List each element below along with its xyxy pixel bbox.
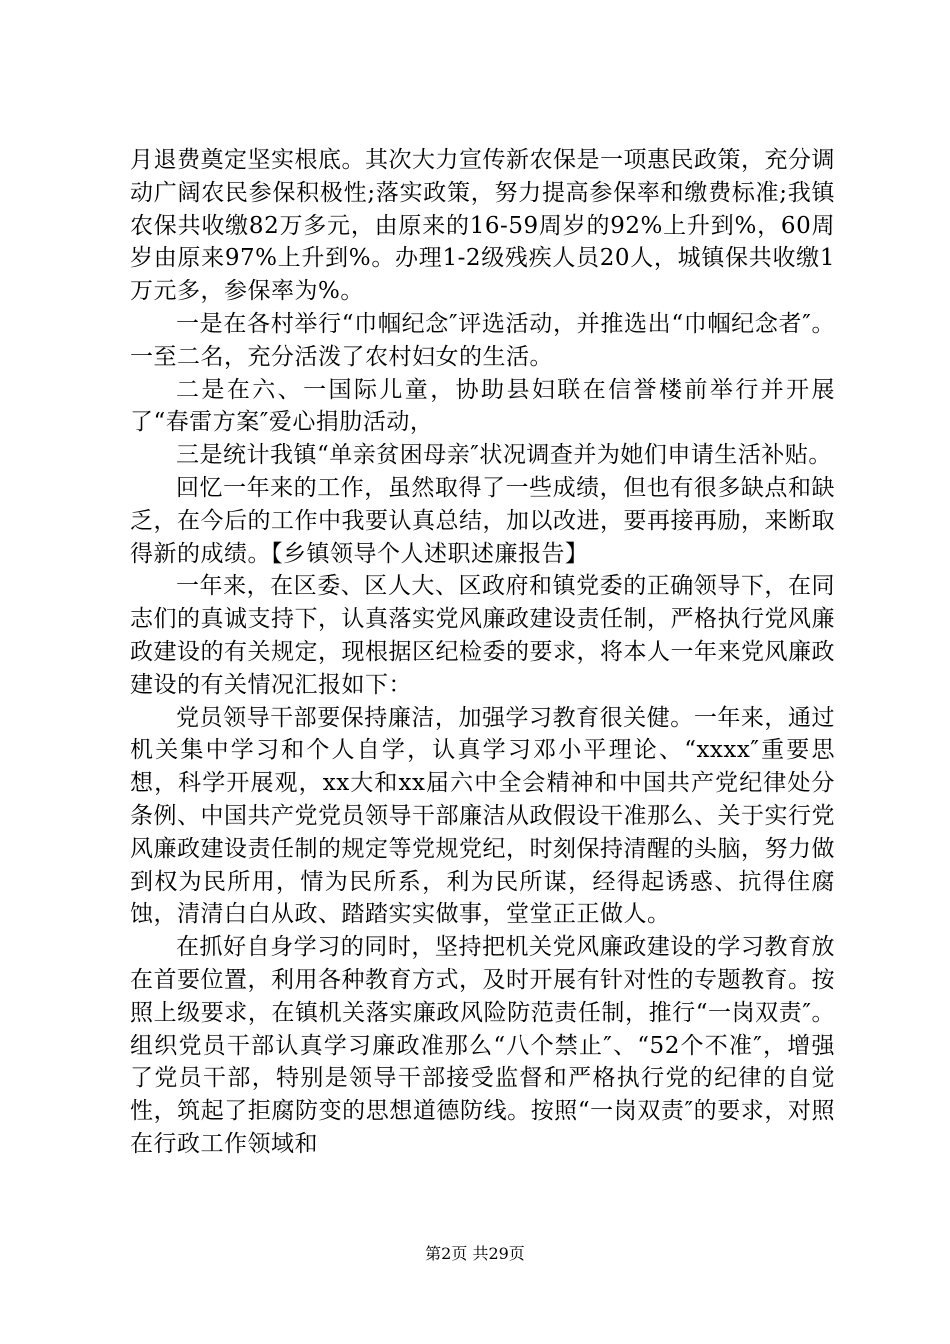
paragraph-continuation: 月退费奠定坚实根底。其次大力宣传新农保是一项惠民政策，充分调动广阔农民参保积极性;落实政策，努力提高参保率和缴费标准;我镇农保共收缴82万多元，由原来的16-59周岁的92%上升到%，60周岁由原来97%上升到%。办理1-2级残疾人员20人，城镇保共收缴1万元多，参保率为%。 bbox=[130, 147, 835, 305]
page-number-footer: 第2页 共29页 bbox=[425, 1244, 525, 1263]
paragraph-study: 党员领导干部要保持廉洁，加强学习教育很关健。一年来，通过机关集中学习和个人自学，认真学习邓小平理论、“xxxx″重要思想，科学开展观，xx大和xx届六中全会精神和中国共产党纪律处分条例、中国共产党党员领导干部廉洁从政假设干准那么、关于实行党风廉政建设责任制的规定等党规党纪，时刻保持清醒的头脑，努力做到权为民所用，情为民所系，利为民所谋，经得起诱惑、抗得住腐蚀，清清白白从政、踏踏实实做事，堂堂正正做人。 bbox=[130, 704, 835, 928]
paragraph-report-intro: 一年来，在区委、区人大、区政府和镇党委的正确领导下，在同志们的真诚支持下，认真落实党风廉政建设责任制，严格执行党风廉政建设的有关规定，现根据区纪检委的要求，将本人一年来党风廉政建设的有关情况汇报如下： bbox=[130, 573, 835, 698]
paragraph-review: 回忆一年来的工作，虽然取得了一些成绩，但也有很多缺点和缺乏，在今后的工作中我要认真总结，加以改进，要再接再励，来断取得新的成绩。【乡镇领导个人述职述廉报告】 bbox=[130, 474, 835, 567]
paragraph-item-one: 一是在各村举行“巾帼纪念″评选活动，并推选出“巾帼纪念者″。一至二名，充分活泼了农村妇女的生活。 bbox=[130, 310, 835, 370]
document-body bbox=[130, 144, 835, 1161]
paragraph-item-three: 三是统计我镇“单亲贫困母亲″状况调查并为她们申请生活补贴。 bbox=[176, 442, 832, 469]
paragraph-item-two: 二是在六、一国际儿童，协助县妇联在信誉楼前举行并开展了“春雷方案″爱心捐肋活动， bbox=[130, 376, 835, 436]
paragraph-education: 在抓好自身学习的同时，坚持把机关党风廉政建设的学习教育放在首要位置，利用各种教育方式，及时开展有针对性的专题教育。按照上级要求，在镇机关落实廉政风险防范责任制，推行“一岗双责″。组织党员干部认真学习廉政准那么“八个禁止″、“52个不准″，增强了党员干部，特别是领导干部接受监督和严格执行党的纪律的自觉性，筑起了拒腐防变的思想道德防线。按照“一岗双责″的要求，对照在行政工作领域和 bbox=[130, 934, 835, 1157]
